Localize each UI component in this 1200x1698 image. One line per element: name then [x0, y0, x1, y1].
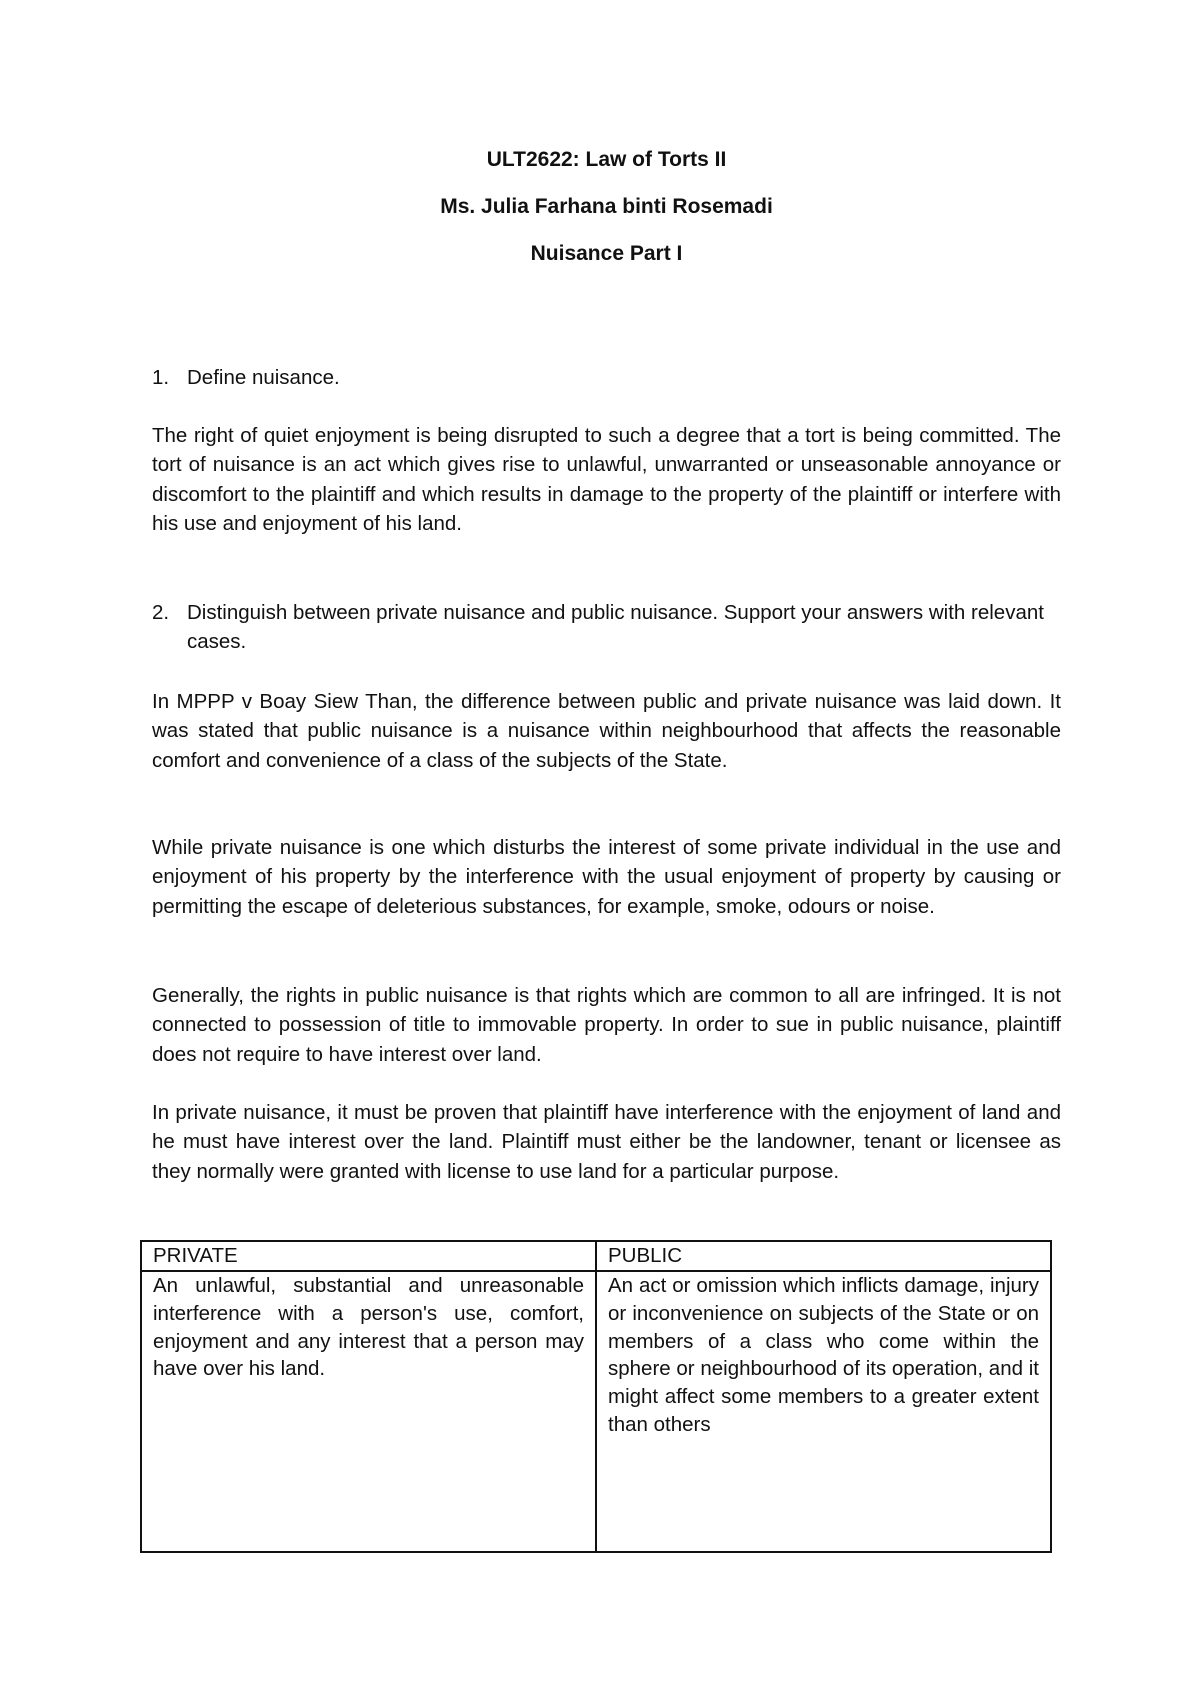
table-cell-public: An act or omission which inflicts damage, injury or inconvenience on subjects of the State or on members of a class who come within the sphere or neighbourhood of its operation, and it might affect some members to a greater extent than others [596, 1271, 1051, 1552]
question-number: 2. [152, 601, 170, 624]
lecturer-name: Ms. Julia Farhana binti Rosemadi [440, 195, 773, 218]
question-text: Define nuisance. [187, 366, 340, 389]
table-row [141, 1271, 1051, 1552]
table-header-public: PUBLIC [596, 1241, 1051, 1271]
question-text: Distinguish between private nuisance and public nuisance. Support your answers with relevant cases. [187, 601, 1044, 654]
course-title: ULT2622: Law of Torts II [486, 148, 727, 171]
topic-title: Nuisance Part I [530, 242, 683, 265]
answer-paragraph: Generally, the rights in public nuisance is that rights which are common to all are infringed. It is not connected to possession of title to immovable property. In order to sue in public nuisance, plaintiff does not require to have interest over land. [152, 984, 1061, 1066]
table-cell-private: An unlawful, substantial and unreasonable interference with a person's use, comfort, enjoyment and any interest that a person may have over his land. [141, 1271, 596, 1552]
question-2 [152, 598, 1061, 657]
answer-paragraph: In MPPP v Boay Siew Than, the difference between public and private nuisance was laid down. It was stated that public nuisance is a nuisance within neighbourhood that affects the reasonable comfort and convenience of a class of the subjects of the State. [152, 690, 1061, 772]
answer-paragraph: In private nuisance, it must be proven that plaintiff have interference with the enjoyment of land and he must have interest over the land. Plaintiff must either be the landowner, tenant or licensee as they normally were granted with license to use land for a particular purpose. [152, 1101, 1061, 1183]
answer-paragraph: The right of quiet enjoyment is being disrupted to such a degree that a tort is being committed. The tort of nuisance is an act which gives rise to unlawful, unwarranted or unseasonable annoyance or discomfort to the plaintiff and which results in damage to the property of the plaintiff or interfere with his use and enjoyment of his land. [152, 424, 1061, 535]
question-number: 1. [152, 366, 170, 389]
table-header-private: PRIVATE [141, 1241, 596, 1271]
comparison-table [140, 1240, 1052, 1553]
question-1 [152, 363, 1061, 392]
table-header-row [141, 1241, 1051, 1271]
answer-paragraph: While private nuisance is one which disturbs the interest of some private individual in the use and enjoyment of his property by the interference with the usual enjoyment of property by causing or permitting the escape of deleterious substances, for example, smoke, odours or noise. [152, 836, 1061, 918]
